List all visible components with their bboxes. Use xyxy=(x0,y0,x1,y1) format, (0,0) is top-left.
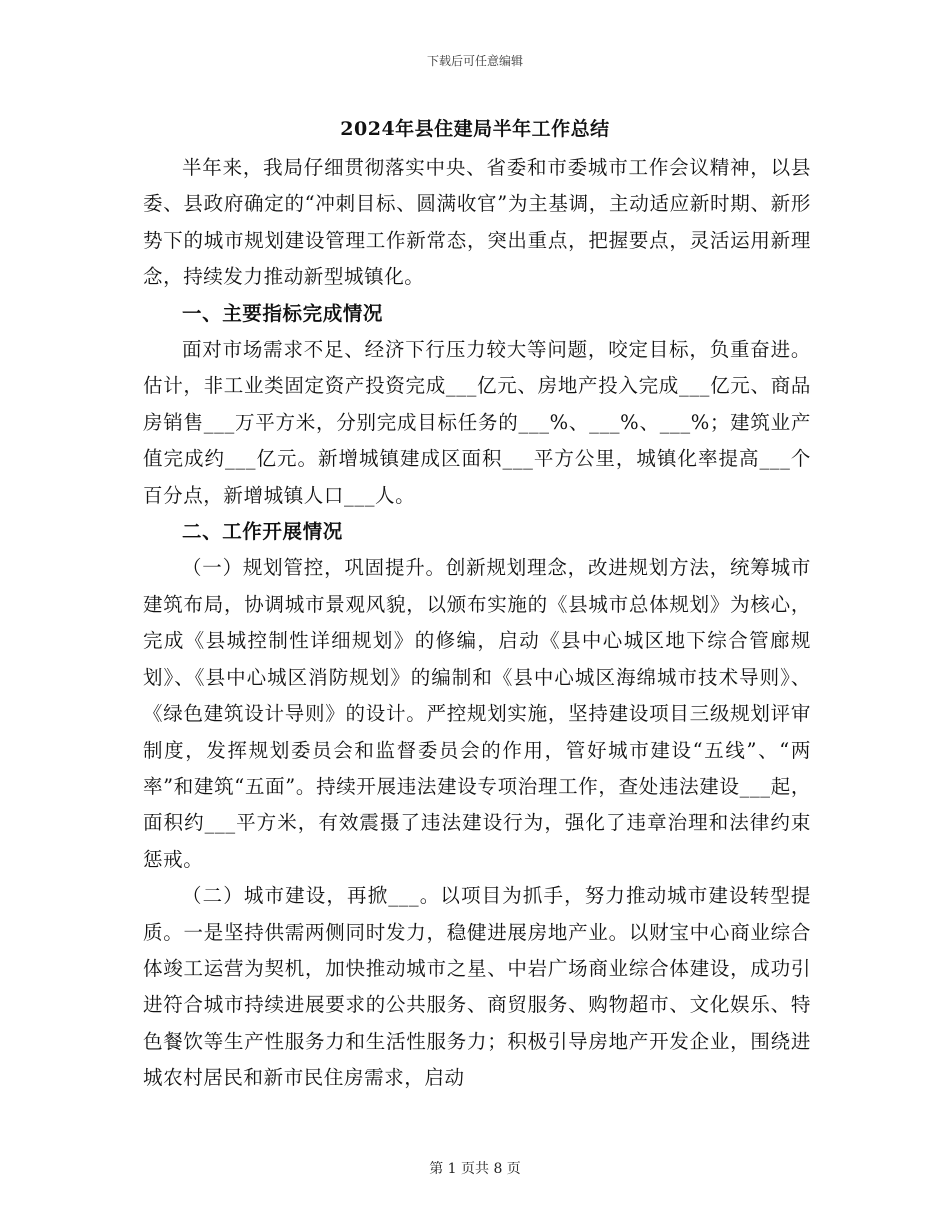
section-heading-1: 一、主要指标完成情况 xyxy=(182,301,384,325)
document-body xyxy=(143,150,811,1097)
intro-paragraph: 半年来，我局仔细贯彻落实中央、省委和市委城市工作会议精神，以县委、县政府确定的“冲刺目标、圆满收官”为主基调，主动适应新时期、新形势下的城市规划建设管理工作新常态，突出重点，把握要点，灵活运用新理念，持续发力推动新型城镇化。 xyxy=(143,156,811,289)
page-header-note: 下载后可任意编辑 xyxy=(426,54,523,68)
section-2-paragraph-1: （一）规划管控，巩固提升。创新规划理念，改进规划方法，统筹城市建筑布局，协调城市景观风貌，以颁布实施的《县城市总体规划》为核心，完成《县城控制性详细规划》的修编，启动《县中心城区地下综合管廊规划》、《县中心城区消防规划》的编制和《县中心城区海绵城市技术导则》、《绿色建筑设计导则》的设计。严控规划实施，坚持建设项目三级规划评审制度，发挥规划委员会和监督委员会的作用，管好城市建设“五线”、“两率”和建筑“五面”。持续开展违法建设专项治理工作，查处违法建设___起，面积约___平方米，有效震摄了违法建设行为，强化了违章治理和法律约束惩戒。 xyxy=(143,556,811,871)
section-heading-2: 二、工作开展情况 xyxy=(182,520,343,544)
page-number: 第 1 页共 8 页 xyxy=(429,1161,521,1177)
document-title: 2024年县住建局半年工作总结 xyxy=(340,118,610,140)
section-1-paragraph: 面对市场需求不足、经济下行压力较大等问题，咬定目标，负重奋进。估计，非工业类固定资产投资完成___亿元、房地产投入完成___亿元、商品房销售___万平方米，分别完成目标任务的___%、___%、___%；建筑业产值完成约___亿元。新增城镇建成区面积___平方公里，城镇化率提高___个百分点，新增城镇人口___人。 xyxy=(143,338,811,507)
section-2-paragraph-2: （二）城市建设，再掀___。以项目为抓手，努力推动城市建设转型提质。一是坚持供需两侧同时发力，稳健进展房地产业。以财宝中心商业综合体竣工运营为契机，加快推动城市之星、中岩广场商业综合体建设，成功引进符合城市持续进展要求的公共服务、商贸服务、购物超市、文化娱乐、特色餐饮等生产性服务力和生活性服务力；积极引导房地产开发企业，围绕进城农村居民和新市民住房需求，启动 xyxy=(143,884,811,1090)
